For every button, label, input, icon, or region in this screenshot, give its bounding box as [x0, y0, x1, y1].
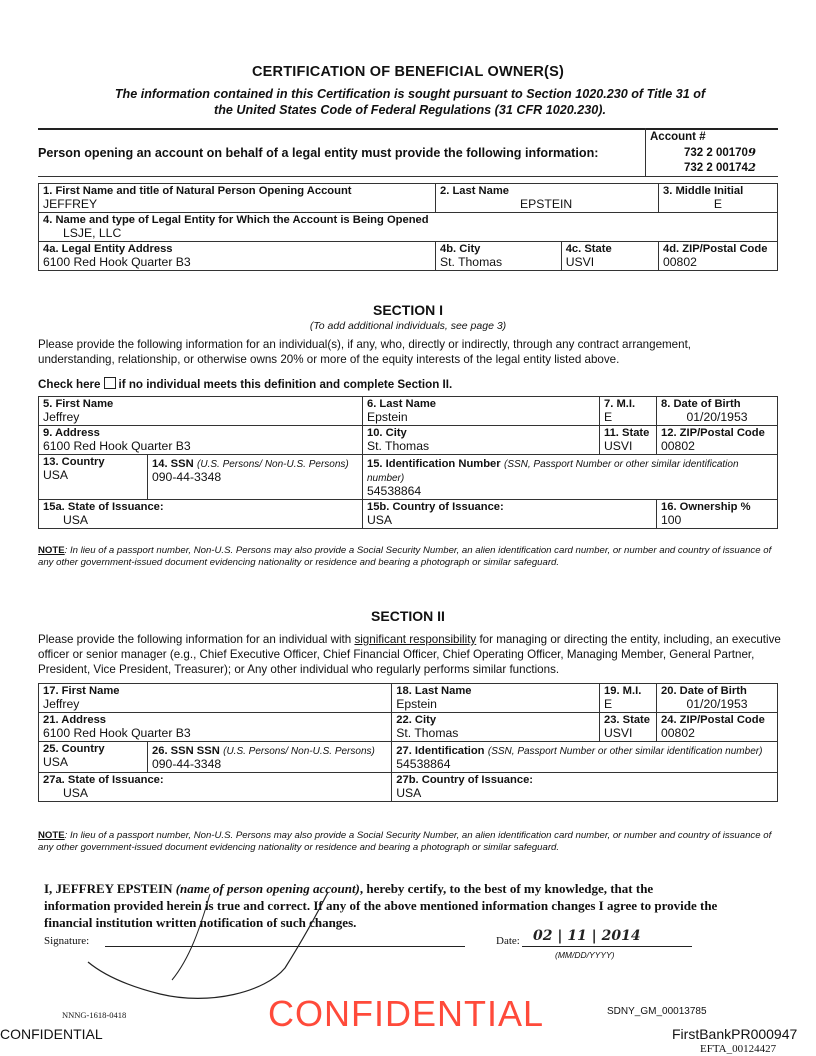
account-number-1 — [684, 145, 756, 159]
field-5-value: Jeffrey — [43, 410, 80, 424]
note-text: : In lieu of a passport number, Non-U.S. Persons may also provide a Social Security Number, an alien identification card number, or number and country of issuance of any other government-issued document evidencing nationality or residence and bearing a photograph or similar safeguard. — [38, 545, 772, 568]
field-4d-value: 00802 — [663, 255, 697, 269]
section-2-note — [38, 830, 778, 854]
significant-responsibility-text: significant responsibility — [354, 633, 477, 646]
field-15-note: (SSN, Passport Number or other similar identification number) — [366, 459, 739, 484]
field-14-value: 090-44-3348 — [152, 470, 222, 484]
field-16[interactable] — [657, 500, 778, 529]
check-label-post: if no individual meets this definition and complete Section II. — [118, 378, 453, 391]
field-8-value: 01/20/1953 — [686, 410, 748, 424]
field-4a[interactable] — [39, 242, 436, 271]
field-13[interactable] — [39, 455, 148, 500]
subtitle-line-2: the United States Code of Federal Regulations (31 CFR 1020.230). — [214, 103, 606, 117]
field-21-value: 6100 Red Hook Quarter B3 — [43, 726, 191, 740]
field-9[interactable] — [39, 426, 363, 455]
field-4b[interactable] — [436, 242, 562, 271]
no-individual-checkbox[interactable] — [104, 377, 116, 389]
note-label: NOTE — [38, 830, 65, 841]
section-1-table — [38, 396, 778, 529]
section-1-intro-line-2: understanding, relationship, or otherwise owns 20% or more of the equity interests of the legal entity listed above. — [38, 353, 620, 366]
field-24[interactable] — [657, 713, 778, 742]
field-4c[interactable] — [561, 242, 658, 271]
field-16-value: 100 — [661, 513, 682, 527]
field-4b-value: St. Thomas — [440, 255, 503, 269]
section-1-subheading: (To add additional individuals, see page 3) — [309, 320, 507, 332]
field-13-label: 13. Country — [43, 456, 105, 468]
account-number-2-printed: 732 2 00174 — [684, 162, 748, 174]
confidential-label: CONFIDENTIAL — [0, 1026, 103, 1042]
field-21[interactable] — [39, 713, 392, 742]
field-27a[interactable] — [39, 773, 392, 802]
date-line[interactable] — [522, 946, 692, 947]
field-1-value: JEFFREY — [43, 197, 98, 211]
field-5[interactable] — [39, 397, 363, 426]
bates-number: FirstBankPR000947 — [672, 1026, 798, 1042]
field-7-label: 7. M.I. — [604, 398, 636, 410]
section-2-intro-a: Please provide the following information for an individual with — [38, 633, 355, 646]
form-code: NNNG-1618-0418 — [62, 1010, 127, 1020]
field-14-label: 14. SSN — [152, 458, 194, 470]
section-1-note — [38, 545, 778, 569]
field-11-label: 11. State — [603, 427, 650, 439]
field-1-label: 1. First Name and title of Natural Person Opening Account — [43, 185, 352, 197]
field-18[interactable] — [392, 684, 600, 713]
field-8-label: 8. Date of Birth — [661, 398, 741, 410]
field-26[interactable] — [148, 742, 392, 773]
field-7-value: E — [604, 410, 613, 424]
field-27b[interactable] — [392, 773, 778, 802]
section-2-heading: SECTION II — [371, 608, 445, 624]
field-4c-value: USVI — [565, 255, 595, 269]
opener-table — [38, 183, 778, 271]
field-27b-value: USA — [396, 786, 422, 800]
field-12-label: 12. ZIP/Postal Code — [661, 427, 765, 439]
field-2[interactable] — [436, 184, 659, 213]
field-20-label: 20. Date of Birth — [661, 685, 747, 697]
certify-italic: (name of person opening account) — [175, 881, 360, 896]
field-15[interactable] — [362, 455, 777, 500]
check-label-pre: Check here — [38, 378, 101, 391]
field-24-label: 24. ZIP/Postal Code — [661, 714, 765, 726]
field-11[interactable] — [599, 426, 656, 455]
field-5-label: 5. First Name — [43, 398, 114, 410]
field-23[interactable] — [599, 713, 656, 742]
account-label: Account # — [650, 131, 706, 143]
header-intro: Person opening an account on behalf of a legal entity must provide the following information: — [38, 146, 599, 160]
field-11-value: USVI — [603, 439, 633, 453]
divider — [38, 128, 778, 130]
field-23-value: USVI — [603, 726, 633, 740]
field-15a-value: USA — [63, 513, 89, 527]
field-4a-label: 4a. Legal Entity Address — [43, 243, 173, 255]
field-26-value: 090-44-3348 — [152, 757, 222, 771]
account-divider — [645, 128, 646, 176]
sdny-bates: SDNY_GM_00013785 — [607, 1006, 707, 1017]
field-9-label: 9. Address — [43, 427, 100, 439]
field-17[interactable] — [39, 684, 392, 713]
field-8[interactable] — [657, 397, 778, 426]
account-number-1-printed: 732 2 00170 — [684, 147, 748, 159]
field-1[interactable] — [39, 184, 436, 213]
date-label: Date: — [496, 935, 520, 947]
certify-text-1: , hereby certify, to the best of my knowledge, that the — [359, 881, 654, 896]
field-18-label: 18. Last Name — [396, 685, 472, 697]
certify-text-2: information provided herein is true and correct. If any of the above mentioned information changes I agree to provide the — [44, 898, 718, 913]
field-3-value: E — [713, 197, 723, 211]
note-text: : In lieu of a passport number, Non-U.S. Persons may also provide a Social Security Number, an alien identification card number, or number and country of issuance of any other government-issued document evidencing nationality or residence and bearing a photograph or similar safeguard. — [38, 830, 772, 853]
field-6-value: Epstein — [366, 410, 408, 424]
field-24-value: 00802 — [661, 726, 695, 740]
field-15a[interactable] — [39, 500, 363, 529]
field-4[interactable] — [39, 213, 778, 242]
field-15b[interactable] — [362, 500, 656, 529]
field-10[interactable] — [362, 426, 599, 455]
page-title: CERTIFICATION OF BENEFICIAL OWNER(S) — [252, 64, 564, 80]
field-27-value: 54538864 — [396, 757, 451, 771]
section-1-intro — [38, 337, 778, 367]
field-2-label: 2. Last Name — [440, 185, 510, 197]
date-format: (MM/DD/YYYY) — [555, 950, 615, 960]
field-2-value: EPSTEIN — [520, 197, 573, 211]
date-handwritten: 02 | 11 | 2014 — [533, 928, 641, 944]
page-subtitle — [60, 86, 760, 118]
field-15-label: 15. Identification Number — [366, 458, 501, 470]
field-4b-label: 4b. City — [440, 243, 481, 255]
field-3[interactable] — [659, 184, 778, 213]
field-26-label: 26. SSN SSN — [152, 745, 220, 757]
note-label: NOTE — [38, 545, 65, 556]
field-27b-label: 27b. Country of Issuance: — [396, 774, 534, 786]
section-1-intro-line-1: Please provide the following information for an individual(s), if any, who, directly or indirectly, through any contract arrangement, — [38, 338, 692, 351]
field-17-value: Jeffrey — [43, 697, 80, 711]
section-1-heading: SECTION I — [372, 302, 443, 318]
field-12-value: 00802 — [661, 439, 695, 453]
field-27-label: 27. Identification — [396, 745, 485, 757]
field-19-value: E — [604, 697, 613, 711]
field-14[interactable] — [148, 455, 363, 500]
field-4c-label: 4c. State — [565, 243, 612, 255]
field-15b-label: 15b. Country of Issuance: — [366, 501, 504, 513]
section-2-intro-b: for managing or directing the entity, including, an executive officer or senior manager (e.g., Chief Executive Officer, Chief Financial Officer, Chief Operating Officer, Managing Member, General Partner, President, Vice President, Treasurer); or Any other individual who regularly performs similar functions. — [38, 633, 781, 676]
field-17-label: 17. First Name — [43, 685, 120, 697]
signature-label: Signature: — [44, 935, 90, 947]
field-22-label: 22. City — [396, 714, 437, 726]
field-25[interactable] — [39, 742, 148, 773]
field-13-value: USA — [43, 468, 69, 482]
field-20-value: 01/20/1953 — [686, 697, 748, 711]
section-2-table — [38, 683, 778, 802]
field-4-value: LSJE, LLC — [63, 226, 122, 240]
field-22[interactable] — [392, 713, 600, 742]
field-6[interactable] — [362, 397, 599, 426]
field-9-value: 6100 Red Hook Quarter B3 — [43, 439, 191, 453]
field-27[interactable] — [392, 742, 778, 773]
certify-text-3: financial institution written notification of such changes. — [44, 915, 357, 930]
field-19[interactable] — [600, 684, 657, 713]
section-2-intro — [38, 632, 783, 677]
field-15-value: 54538864 — [366, 484, 422, 498]
field-4d-label: 4d. ZIP/Postal Code — [663, 243, 768, 255]
field-7[interactable] — [600, 397, 657, 426]
field-21-label: 21. Address — [43, 714, 107, 726]
field-4a-value: 6100 Red Hook Quarter B3 — [43, 255, 191, 269]
field-22-value: St. Thomas — [396, 726, 459, 740]
field-25-label: 25. Country — [43, 743, 105, 755]
field-14-note: (U.S. Persons/ Non-U.S. Persons) — [197, 459, 349, 470]
signature-scribble — [60, 888, 350, 1008]
field-6-label: 6. Last Name — [366, 398, 437, 410]
field-27a-value: USA — [63, 786, 89, 800]
field-26-note: (U.S. Persons/ Non-U.S. Persons) — [223, 746, 375, 757]
field-27-note: (SSN, Passport Number or other similar identification number) — [487, 746, 763, 757]
section-1-check-line — [38, 377, 452, 391]
subtitle-line-1: The information contained in this Certification is sought pursuant to Section 1020.230 of Title 31 of — [114, 87, 706, 101]
account-number-2-handwritten: 2 — [747, 160, 756, 174]
field-20[interactable] — [657, 684, 778, 713]
field-16-label: 16. Ownership % — [661, 501, 751, 513]
field-3-label: 3. Middle Initial — [663, 185, 744, 197]
field-15a-label: 15a. State of Issuance: — [43, 501, 164, 513]
field-18-value: Epstein — [396, 697, 437, 711]
confidential-stamp: CONFIDENTIAL — [268, 993, 545, 1034]
field-10-label: 10. City — [366, 427, 407, 439]
efta-number: EFTA_00124427 — [700, 1043, 777, 1055]
divider — [38, 176, 778, 177]
field-12[interactable] — [657, 426, 778, 455]
field-15b-value: USA — [366, 513, 393, 527]
field-4-label: 4. Name and type of Legal Entity for Which the Account is Being Opened — [43, 214, 429, 226]
field-25-value: USA — [43, 755, 69, 769]
account-number-1-handwritten: 9 — [747, 145, 756, 159]
field-27a-label: 27a. State of Issuance: — [43, 774, 164, 786]
field-23-label: 23. State — [603, 714, 651, 726]
certify-name: I, JEFFREY EPSTEIN — [44, 881, 173, 896]
account-number-2 — [684, 160, 756, 174]
field-10-value: St. Thomas — [366, 439, 430, 453]
field-4d[interactable] — [659, 242, 778, 271]
field-19-label: 19. M.I. — [604, 685, 642, 697]
